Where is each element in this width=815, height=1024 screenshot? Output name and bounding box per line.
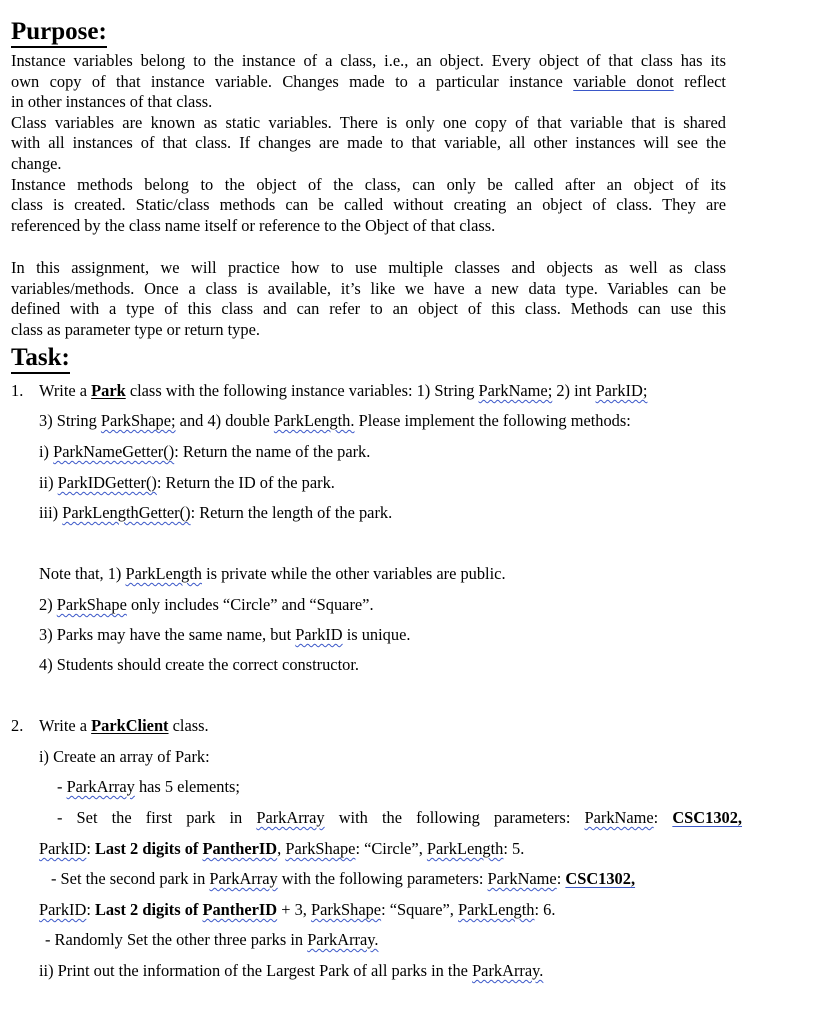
var-parkid: ParkID xyxy=(39,839,87,858)
step-random-parks xyxy=(45,930,379,950)
step-second-park-line-2 xyxy=(39,900,555,920)
text-run: : Return the ID of the park. xyxy=(156,473,335,492)
text-line: referenced by the class name itself or reference to the Object of that class. xyxy=(11,215,496,235)
text-line: class is created. Static/class methods can be called without creating an object of class. They are xyxy=(11,195,726,215)
text-run: Write a xyxy=(39,716,92,735)
class-name-park: Park xyxy=(91,381,126,400)
text-run: : xyxy=(556,869,566,888)
item-1-line-2 xyxy=(39,411,631,431)
text-run: is unique. xyxy=(342,625,411,644)
text-run: Please implement the following methods: xyxy=(354,411,631,430)
item-1-line-1 xyxy=(39,381,647,401)
text-run: : 6. xyxy=(534,900,556,919)
text-run: ii) Print out the information of the Largest Park of all parks in the xyxy=(39,961,473,980)
note-1 xyxy=(39,564,506,584)
text-run: , xyxy=(277,839,286,858)
method-name: ParkLengthGetter() xyxy=(62,503,191,522)
step-second-park-line-1 xyxy=(51,869,635,889)
text-line: variables/methods. Once a class is available, it’s like we have a new data type. Variables can be xyxy=(11,278,726,298)
text-line xyxy=(11,72,726,93)
var-parkid: ParkID xyxy=(295,625,343,644)
var-parklength: ParkLength xyxy=(125,564,202,583)
step-create-array: i) Create an array of Park: xyxy=(39,747,210,766)
text-run: with the following parameters: xyxy=(324,808,585,827)
method-parklengthgetter xyxy=(39,503,392,523)
item-2-number: 2. xyxy=(11,716,24,735)
var-parkid: ParkID; xyxy=(595,381,648,400)
text-line: In this assignment, we will practice how to use multiple classes and objects as well as class xyxy=(11,258,726,277)
text-run: - Randomly Set the other three parks in xyxy=(45,930,308,949)
var-parkarray: ParkArray xyxy=(256,808,325,827)
text-run: 2) xyxy=(39,595,57,614)
method-name: ParkIDGetter() xyxy=(57,473,157,492)
text-run: ii) xyxy=(39,473,58,492)
step-array-size xyxy=(57,777,240,797)
step-print-largest xyxy=(39,961,543,981)
purpose-heading: Purpose: xyxy=(11,18,107,48)
spell-flagged-text: variable donot xyxy=(573,71,674,91)
value-pantherid: PantherID xyxy=(202,900,278,919)
text-run: Last 2 digits of xyxy=(95,900,203,919)
method-parknamegetter xyxy=(39,442,370,462)
text-run: Write a xyxy=(39,381,92,400)
value-csc1302: CSC1302, xyxy=(565,869,636,888)
var-parkshape: ParkShape xyxy=(310,900,382,919)
text-run: : Return the name of the park. xyxy=(174,442,371,461)
text-run: 2) int xyxy=(552,381,596,400)
text-run: class. xyxy=(168,716,209,735)
text-line: in other instances of that class. xyxy=(11,92,213,112)
text-run: class with the following instance variables: 1) String xyxy=(125,381,479,400)
var-parkname: ParkName xyxy=(487,869,557,888)
var-parkname: ParkName xyxy=(584,808,654,827)
note-3 xyxy=(39,625,410,645)
value-pantherid: PantherID xyxy=(202,839,278,858)
text-line: change. xyxy=(11,153,62,173)
step-first-park-line-2 xyxy=(39,839,524,859)
var-parkarray: ParkArray. xyxy=(307,930,379,949)
purpose-paragraph-instance-variables xyxy=(11,51,726,236)
text-run: : “Circle”, xyxy=(355,839,427,858)
text-run: iii) xyxy=(39,503,63,522)
var-parklength: ParkLength xyxy=(458,900,535,919)
text-run: + 3, xyxy=(277,900,311,919)
var-parkid: ParkID xyxy=(39,900,87,919)
text-run: : xyxy=(653,808,673,827)
var-parkshape: ParkShape xyxy=(285,839,356,858)
var-parklength: ParkLength. xyxy=(273,411,355,430)
text-run: : 5. xyxy=(503,839,525,858)
var-parkname: ParkName; xyxy=(478,381,553,400)
value-csc1302: CSC1302, xyxy=(672,808,743,827)
note-4: 4) Students should create the correct constructor. xyxy=(39,655,359,674)
text-run: - Set the first park in xyxy=(57,808,257,827)
assignment-intro-paragraph xyxy=(11,258,726,340)
task-heading: Task: xyxy=(11,344,70,374)
text-run: and 4) double xyxy=(175,411,274,430)
step-first-park-line-1 xyxy=(57,808,742,828)
text-line: Instance methods belong to the object of the class, can only be called after an object of its xyxy=(11,174,726,194)
text-run: own copy of that instance variable. Changes made to a particular instance xyxy=(11,71,574,91)
var-parkshape: ParkShape xyxy=(56,595,127,614)
var-parkshape: ParkShape; xyxy=(100,411,176,430)
text-line: with all instances of that class. If changes are made to that variable, all other instances will see the xyxy=(11,133,726,153)
method-parkidgetter xyxy=(39,473,335,493)
text-run: - xyxy=(57,777,67,796)
var-parkarray: ParkArray. xyxy=(472,961,544,980)
text-run: - Set the second park in xyxy=(51,869,210,888)
var-parkarray: ParkArray xyxy=(66,777,135,796)
text-run: : Return the length of the park. xyxy=(190,503,393,522)
text-run: 3) String xyxy=(39,411,101,430)
text-run: : xyxy=(86,839,95,858)
text-line: Instance variables belong to the instance of a class, i.e., an object. Every object of that class has its xyxy=(11,51,726,70)
text-line: Class variables are known as static variables. There is only one copy of that variable that is shared xyxy=(11,112,726,132)
var-parklength: ParkLength xyxy=(426,839,504,858)
text-run: : “Square”, xyxy=(381,900,459,919)
text-run: 3) Parks may have the same name, but xyxy=(39,625,296,644)
text-run: i) xyxy=(39,442,54,461)
text-run: : xyxy=(86,900,95,919)
method-name: ParkNameGetter() xyxy=(53,442,175,461)
var-parkarray: ParkArray xyxy=(209,869,278,888)
text-run: Last 2 digits of xyxy=(95,839,203,858)
item-1-number: 1. xyxy=(11,381,24,400)
text-line: defined with a type of this class and can refer to an object of this class. Methods can use this xyxy=(11,299,726,319)
text-line: class as parameter type or return type. xyxy=(11,319,260,339)
note-2 xyxy=(39,595,374,615)
text-run: reflect xyxy=(673,71,726,91)
item-2-line-1 xyxy=(39,716,209,736)
text-run: only includes “Circle” and “Square”. xyxy=(126,595,374,614)
class-name-parkclient: ParkClient xyxy=(91,716,169,735)
text-run: with the following parameters: xyxy=(277,869,488,888)
text-run: is private while the other variables are public. xyxy=(201,564,506,583)
text-run: has 5 elements; xyxy=(134,777,240,796)
text-run: Note that, 1) xyxy=(39,564,126,583)
